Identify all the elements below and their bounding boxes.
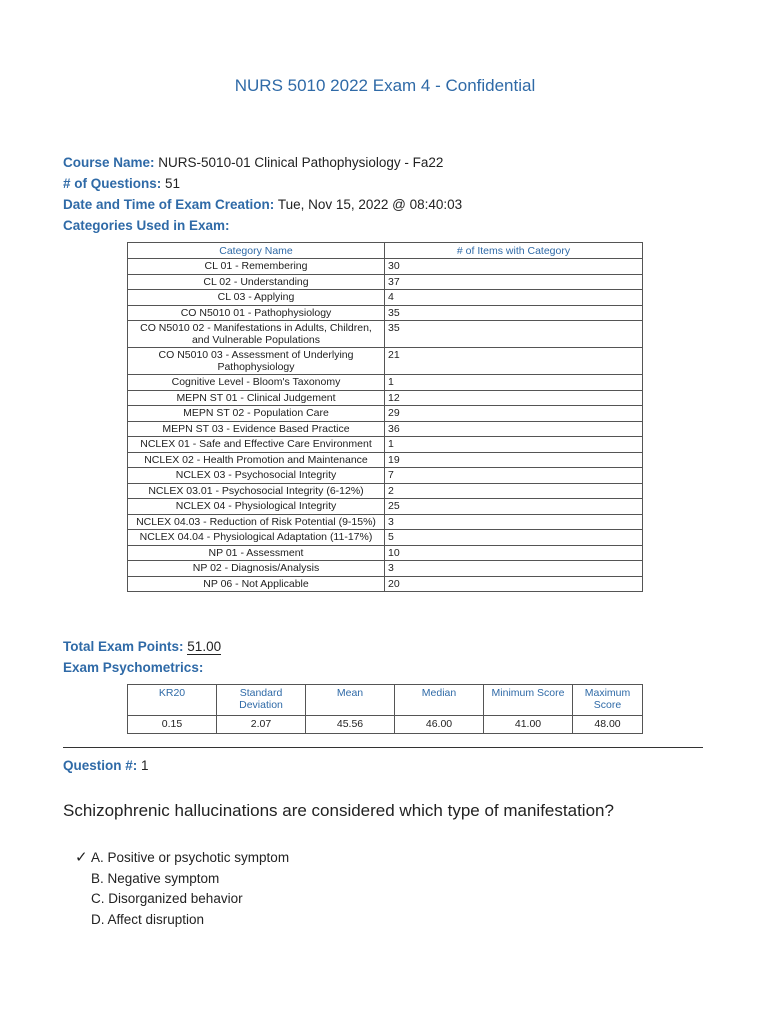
- table-row: [128, 375, 643, 391]
- category-name: NCLEX 03 - Psychosocial Integrity: [128, 468, 385, 484]
- answer-list: [75, 848, 289, 930]
- category-name-header: Category Name: [128, 243, 385, 259]
- psychometrics-table: [127, 684, 643, 734]
- category-count: 3: [385, 514, 643, 530]
- page-title: NURS 5010 2022 Exam 4 - Confidential: [234, 76, 536, 95]
- table-row: [128, 483, 643, 499]
- category-count: 36: [385, 421, 643, 437]
- category-name: NCLEX 01 - Safe and Effective Care Environment: [128, 437, 385, 453]
- std-dev-header: Standard Deviation: [217, 685, 306, 716]
- psychometrics-label: Exam Psychometrics:: [63, 660, 204, 675]
- questions-row: [63, 173, 462, 194]
- category-name: CO N5010 01 - Pathophysiology: [128, 305, 385, 321]
- course-value: NURS-5010-01 Clinical Pathophysiology - Fa22: [158, 155, 444, 170]
- category-name: CL 03 - Applying: [128, 290, 385, 306]
- total-points-value: 51.00: [187, 639, 222, 654]
- category-name: NP 01 - Assessment: [128, 545, 385, 561]
- category-table-header: [128, 243, 643, 259]
- answer-label: A. Positive or psychotic symptom: [91, 850, 290, 865]
- categories-heading-row: [63, 215, 462, 236]
- min-score-value: 41.00: [484, 716, 573, 734]
- mean-header: Mean: [306, 685, 395, 716]
- question-number-label: Question #:: [63, 758, 138, 773]
- section-divider: [63, 747, 703, 748]
- table-row: [128, 468, 643, 484]
- answer-option-a: [75, 848, 289, 869]
- table-row: [128, 561, 643, 577]
- answer-label: C. Disorganized behavior: [91, 891, 243, 906]
- table-row: [128, 530, 643, 546]
- table-row: [128, 437, 643, 453]
- category-count: 30: [385, 259, 643, 275]
- max-score-header: Maximum Score: [573, 685, 643, 716]
- question-text: Schizophrenic hallucinations are considered which type of manifestation?: [63, 801, 614, 820]
- course-row: [63, 152, 462, 173]
- psychometrics-header-row: [128, 685, 643, 716]
- min-score-header: Minimum Score: [484, 685, 573, 716]
- category-name: CO N5010 03 - Assessment of Underlying Pathophysiology: [128, 348, 385, 375]
- questions-label: # of Questions:: [63, 176, 162, 191]
- table-row: [128, 305, 643, 321]
- category-count: 20: [385, 576, 643, 592]
- kr20-value: 0.15: [128, 716, 217, 734]
- category-count: 10: [385, 545, 643, 561]
- category-count: 29: [385, 406, 643, 422]
- table-row: [128, 259, 643, 275]
- category-name: MEPN ST 01 - Clinical Judgement: [128, 390, 385, 406]
- table-row: [128, 499, 643, 515]
- total-points-row: [63, 636, 221, 657]
- categories-label: Categories Used in Exam:: [63, 218, 230, 233]
- table-row: [128, 348, 643, 375]
- median-value: 46.00: [395, 716, 484, 734]
- answer-label: D. Affect disruption: [91, 911, 205, 927]
- category-count: 1: [385, 375, 643, 391]
- answer-option-d: [75, 910, 289, 931]
- category-count: 12: [385, 390, 643, 406]
- category-name: NP 02 - Diagnosis/Analysis: [128, 561, 385, 577]
- table-row: [128, 576, 643, 592]
- category-count: 7: [385, 468, 643, 484]
- category-count: 21: [385, 348, 643, 375]
- median-header: Median: [395, 685, 484, 716]
- category-count: 35: [385, 305, 643, 321]
- table-row: [128, 514, 643, 530]
- category-count: 25: [385, 499, 643, 515]
- category-name: NCLEX 02 - Health Promotion and Maintenance: [128, 452, 385, 468]
- date-label: Date and Time of Exam Creation:: [63, 197, 275, 212]
- category-count-header: # of Items with Category: [385, 243, 643, 259]
- category-name: Cognitive Level - Bloom's Taxonomy: [128, 375, 385, 391]
- category-table: [127, 242, 643, 592]
- date-row: [63, 194, 462, 215]
- category-count: 5: [385, 530, 643, 546]
- category-name: CL 02 - Understanding: [128, 274, 385, 290]
- answer-option-b: [75, 869, 289, 890]
- table-row: [128, 421, 643, 437]
- course-label: Course Name:: [63, 155, 155, 170]
- table-row: [128, 274, 643, 290]
- category-name: MEPN ST 02 - Population Care: [128, 406, 385, 422]
- table-row: [128, 290, 643, 306]
- exam-meta: [63, 152, 462, 236]
- question-number-value: 1: [141, 758, 149, 773]
- date-value: Tue, Nov 15, 2022 @ 08:40:03: [277, 197, 463, 212]
- std-dev-value: 2.07: [217, 716, 306, 734]
- category-count: 37: [385, 274, 643, 290]
- category-name: NP 06 - Not Applicable: [128, 576, 385, 592]
- questions-value: 51: [165, 176, 181, 191]
- table-row: [128, 545, 643, 561]
- table-row: [128, 452, 643, 468]
- table-row: [128, 321, 643, 348]
- category-count: 3: [385, 561, 643, 577]
- table-row: [128, 406, 643, 422]
- answer-label: B. Negative symptom: [91, 870, 220, 886]
- category-name: CO N5010 02 - Manifestations in Adults, Children, and Vulnerable Populations: [128, 321, 385, 348]
- mean-value: 45.56: [306, 716, 395, 734]
- checkmark-icon: ✓: [75, 849, 88, 866]
- category-count: 4: [385, 290, 643, 306]
- category-name: MEPN ST 03 - Evidence Based Practice: [128, 421, 385, 437]
- category-count: 19: [385, 452, 643, 468]
- category-name: NCLEX 04 - Physiological Integrity: [128, 499, 385, 515]
- category-count: 2: [385, 483, 643, 499]
- answer-option-c: [75, 889, 289, 910]
- category-name: NCLEX 04.04 - Physiological Adaptation (11-17%): [128, 530, 385, 546]
- max-score-value: 48.00: [573, 716, 643, 734]
- category-name: CL 01 - Remembering: [128, 259, 385, 275]
- total-points-label: Total Exam Points:: [63, 639, 184, 654]
- psychometrics-heading-row: [63, 657, 221, 678]
- category-count: 35: [385, 321, 643, 348]
- table-row: [128, 390, 643, 406]
- category-name: NCLEX 04.03 - Reduction of Risk Potential (9-15%): [128, 514, 385, 530]
- exam-totals: [63, 636, 221, 678]
- category-name: NCLEX 03.01 - Psychosocial Integrity (6-12%): [128, 483, 385, 499]
- psychometrics-values-row: [128, 716, 643, 734]
- category-count: 1: [385, 437, 643, 453]
- question-number-row: [63, 758, 149, 773]
- kr20-header: KR20: [128, 685, 217, 716]
